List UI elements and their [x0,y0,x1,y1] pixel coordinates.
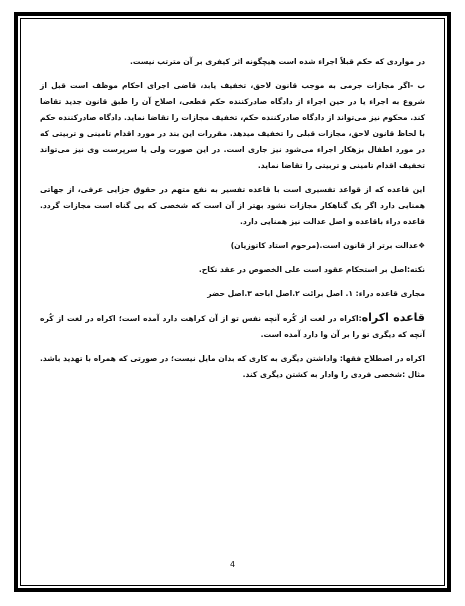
paragraph-7-text: :اکراه در لغت از کُره آنچه نفس تو از آن کراهت دارد آمده است؛ اکراه در لغت از کُره آنچه که دیگری تو را بر آن وا دارد آمده است. [40,314,425,339]
page-number: 4 [229,560,236,569]
paragraph-4: ❖عدالت برتر از قانون است.(مرحوم استاد کاتوزیان) [230,241,425,250]
paragraph-6: مجاری قاعده دراء: ١. اصل برائت ٢.اصل اباحه ٣.اصل حضر [207,289,425,298]
page-content [40,54,425,391]
paragraph-8: اکراه در اصطلاح فقها: واداشتن دیگری به کاری که بدان مایل نیست؛ در صورتی که همراه با تهدید باشد. مثال :شخصی فردی را وادار به کشتن دیگری کند. [40,354,425,379]
paragraph-3: این قاعده که از قواعد تفسیری است با قاعده تفسیر به نفع متهم در حقوق جزایی عرفی، از جهاتی همنایی دارد اگر یک گناهکار مجازات نشود بهتر از آن است که شخصی که بی گناه است مجازات گردد. قاعده دراء باقاعده و اصل عدالت نیز همنایی دارد. [40,185,425,226]
paragraph-2: ب -اگر مجازات جرمی به موجب قانون لاحق، تخفیف یابد، قاضی اجرای احکام موظف است قبل از شروع به اجراء یا در حین اجراء از دادگاه صادرکننده حکم قطعی، اصلاح آن را طبق قانون جدید تقاضا کند. محکوم نیز می‌تواند از دادگاه صادرکننده حکم، تخفیف مجازات را تقاضا نماید. دادگاه صادرکننده حکم با لحاظ قانون لاحق، مجازات قبلی را تخفیف میدهد. مقررات این بند در مورد اقدام تامینی و تربیتی که در مورد اطفال بزهکار اجراء می‌شود نیز جاری است. در این صورت ولی یا سرپرست وی نیز می‌تواند تخفیف اقدام تامینی و تربیتی را تقاضا نماید. [40,81,425,170]
paragraph-1: در مواردی که حکم قبلاً اجراء شده است هیچگونه اثر کیفری بر آن مترتب نیست. [130,57,425,66]
paragraph-7 [40,310,425,343]
paragraph-5: نکته:اصل بر استحکام عقود است علی الخصوص در عقد نکاح. [198,265,425,274]
rule-heading-term: قاعده اکراه [361,311,425,324]
document-page [14,12,451,592]
